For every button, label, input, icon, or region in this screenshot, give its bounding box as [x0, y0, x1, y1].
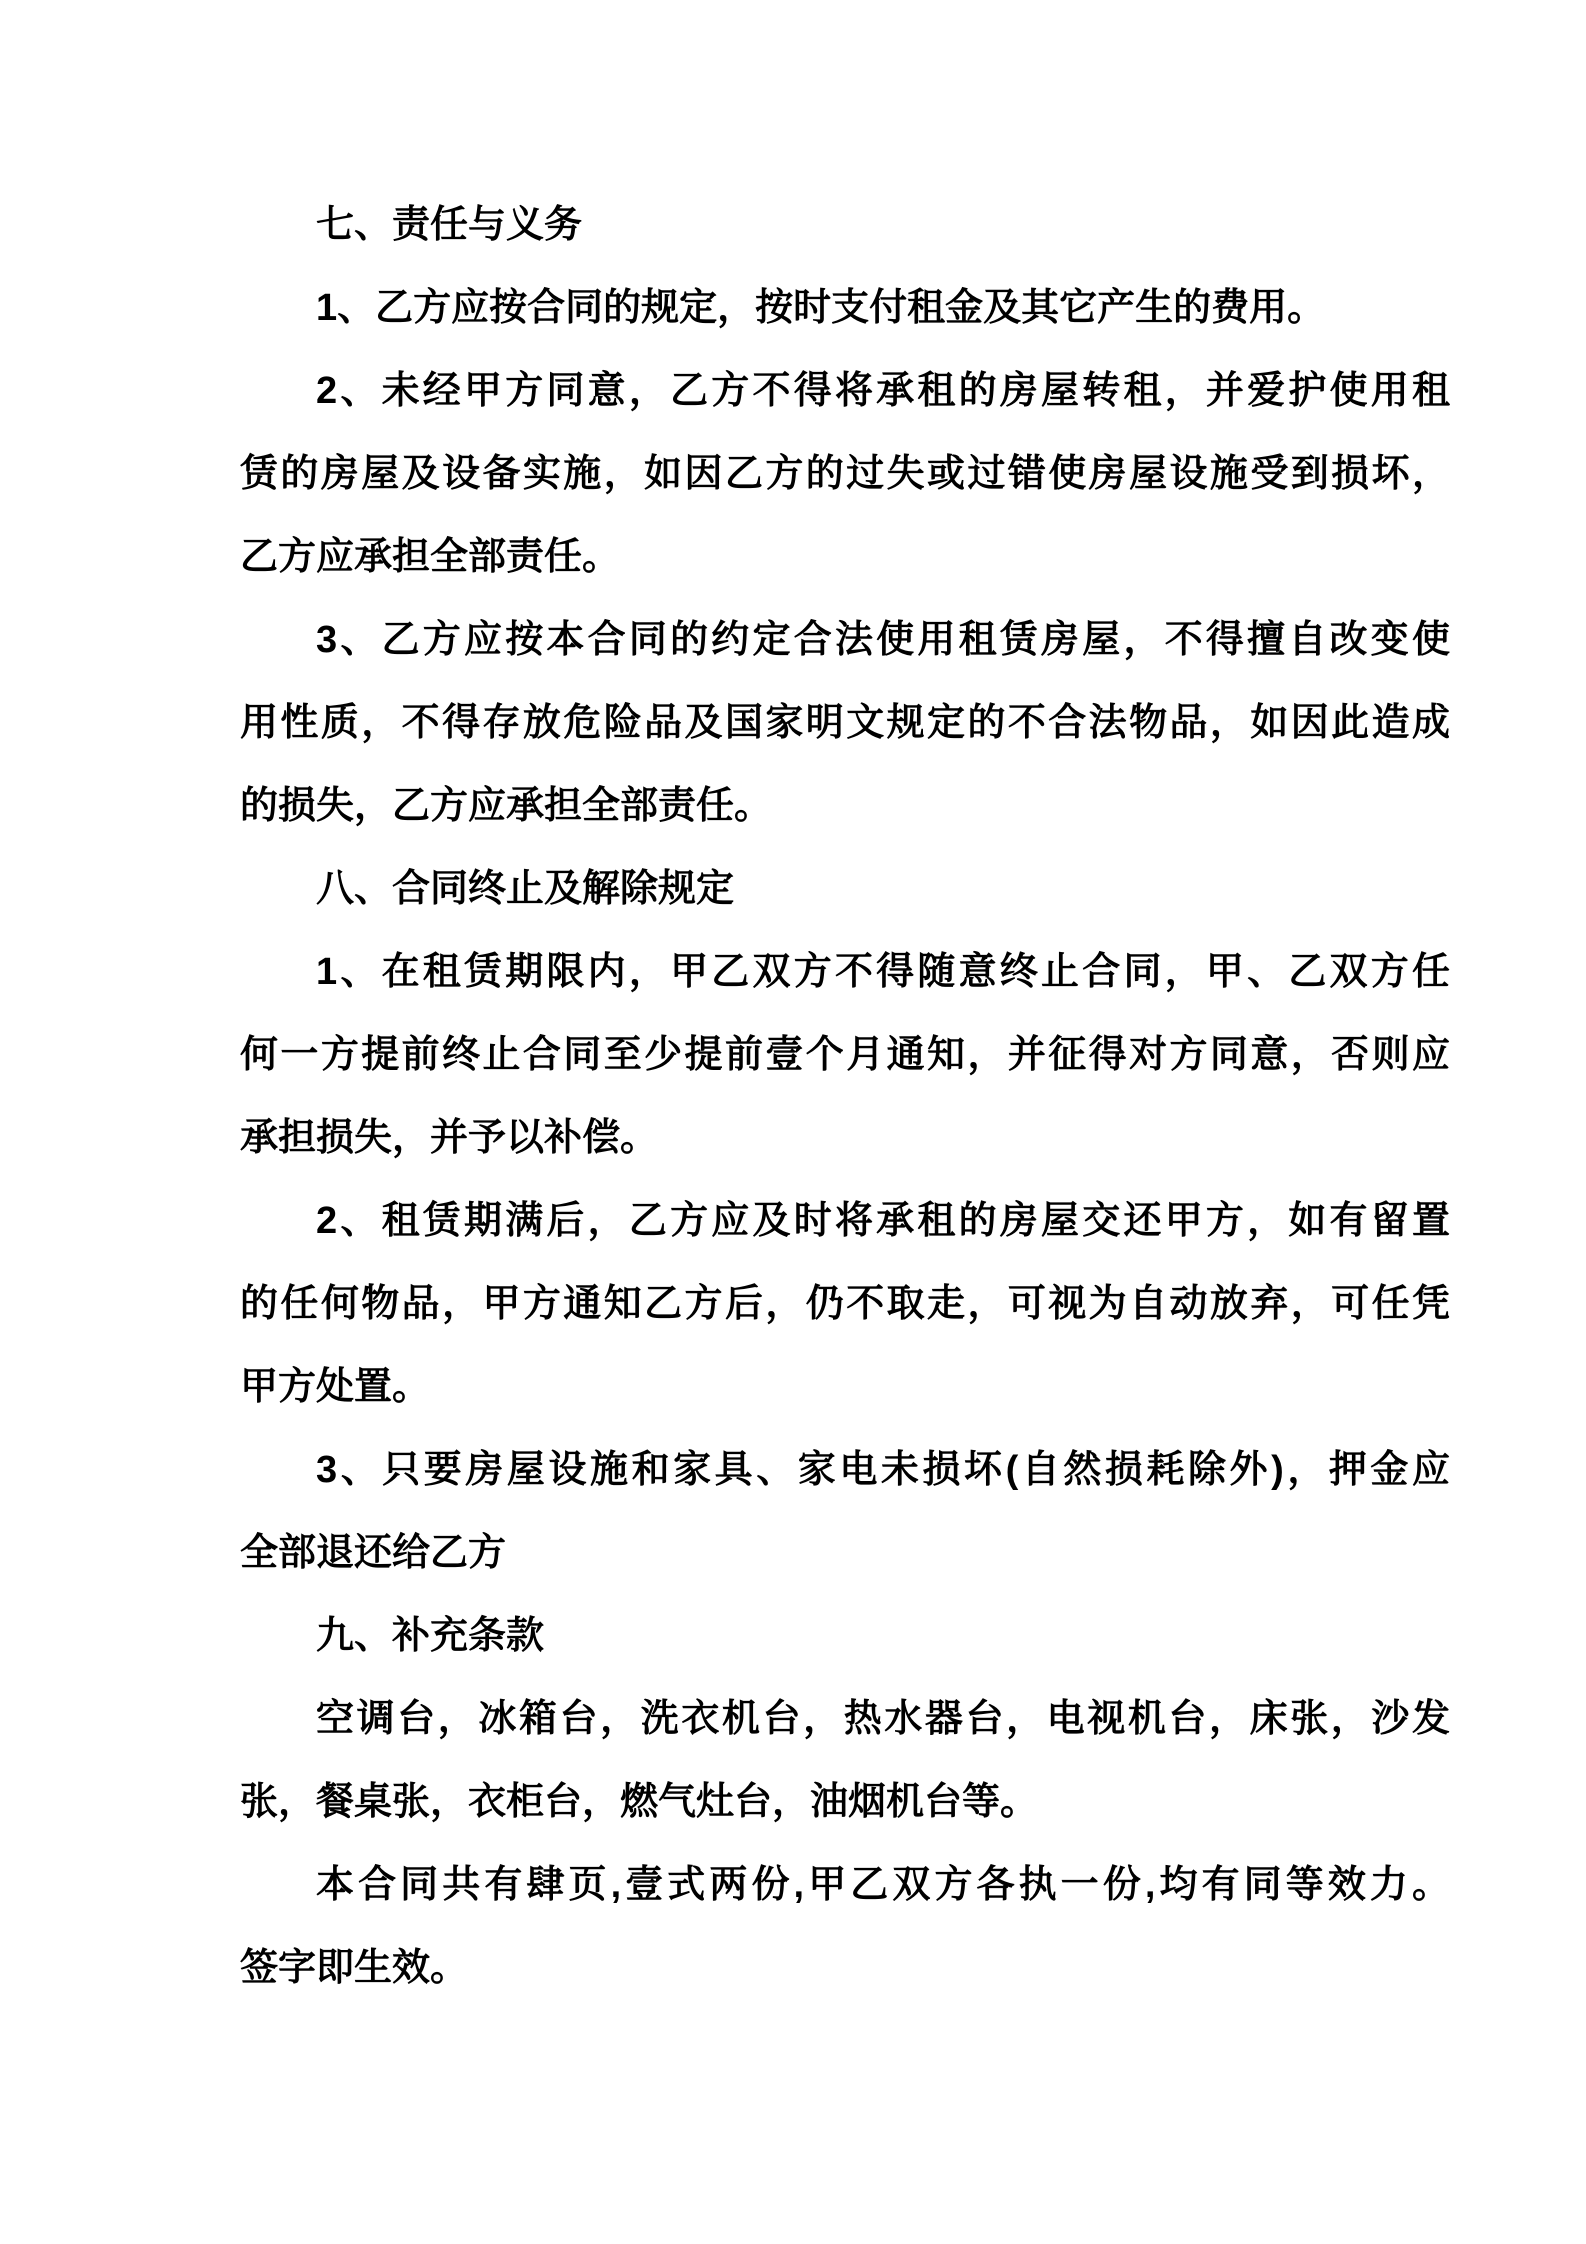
document-line: 3、乙方应按本合同的约定合法使用租赁房屋，不得擅自改变使 [316, 619, 1450, 661]
document-line: 张，餐桌张，衣柜台，燃气灶台，油烟机台等。 [240, 1781, 1039, 1823]
document-line: 赁的房屋及设备实施，如因乙方的过失或过错使房屋设施受到损坏， [240, 453, 1450, 495]
document-line: 本合同共有肆页,壹式两份,甲乙双方各执一份,均有同等效力。 [316, 1864, 1450, 1906]
document-line: 九、补充条款 [316, 1615, 545, 1657]
document-line: 签字即生效。 [240, 1947, 469, 1989]
document-line: 2、租赁期满后，乙方应及时将承租的房屋交还甲方，如有留置 [316, 1200, 1450, 1242]
document-line: 何一方提前终止合同至少提前壹个月通知，并征得对方同意，否则应 [240, 1034, 1450, 1076]
document-line: 七、责任与义务 [316, 204, 583, 246]
document-line: 承担损失，并予以补偿。 [240, 1117, 659, 1159]
document-line: 1、在租赁期限内，甲乙双方不得随意终止合同，甲、乙双方任 [316, 951, 1450, 993]
document-line: 八、合同终止及解除规定 [316, 868, 735, 910]
document-line: 2、未经甲方同意，乙方不得将承租的房屋转租，并爱护使用租 [316, 370, 1450, 412]
document-line: 用性质，不得存放危险品及国家明文规定的不合法物品，如因此造成 [240, 702, 1450, 744]
document-line: 的任何物品，甲方通知乙方后，仍不取走，可视为自动放弃，可任凭 [240, 1283, 1450, 1325]
document-line: 的损失，乙方应承担全部责任。 [240, 785, 773, 827]
document-line: 乙方应承担全部责任。 [240, 536, 621, 578]
document-line: 甲方处置。 [240, 1366, 431, 1408]
document-line: 3、只要房屋设施和家具、家电未损坏(自然损耗除外)，押金应 [316, 1449, 1450, 1491]
document-line: 全部退还给乙方 [240, 1532, 507, 1574]
contract-body [240, 184, 1450, 2010]
document-line: 1、乙方应按合同的规定，按时支付租金及其它产生的费用。 [316, 287, 1326, 329]
document-line: 空调台，冰箱台，洗衣机台，热水器台，电视机台，床张，沙发 [316, 1698, 1450, 1740]
